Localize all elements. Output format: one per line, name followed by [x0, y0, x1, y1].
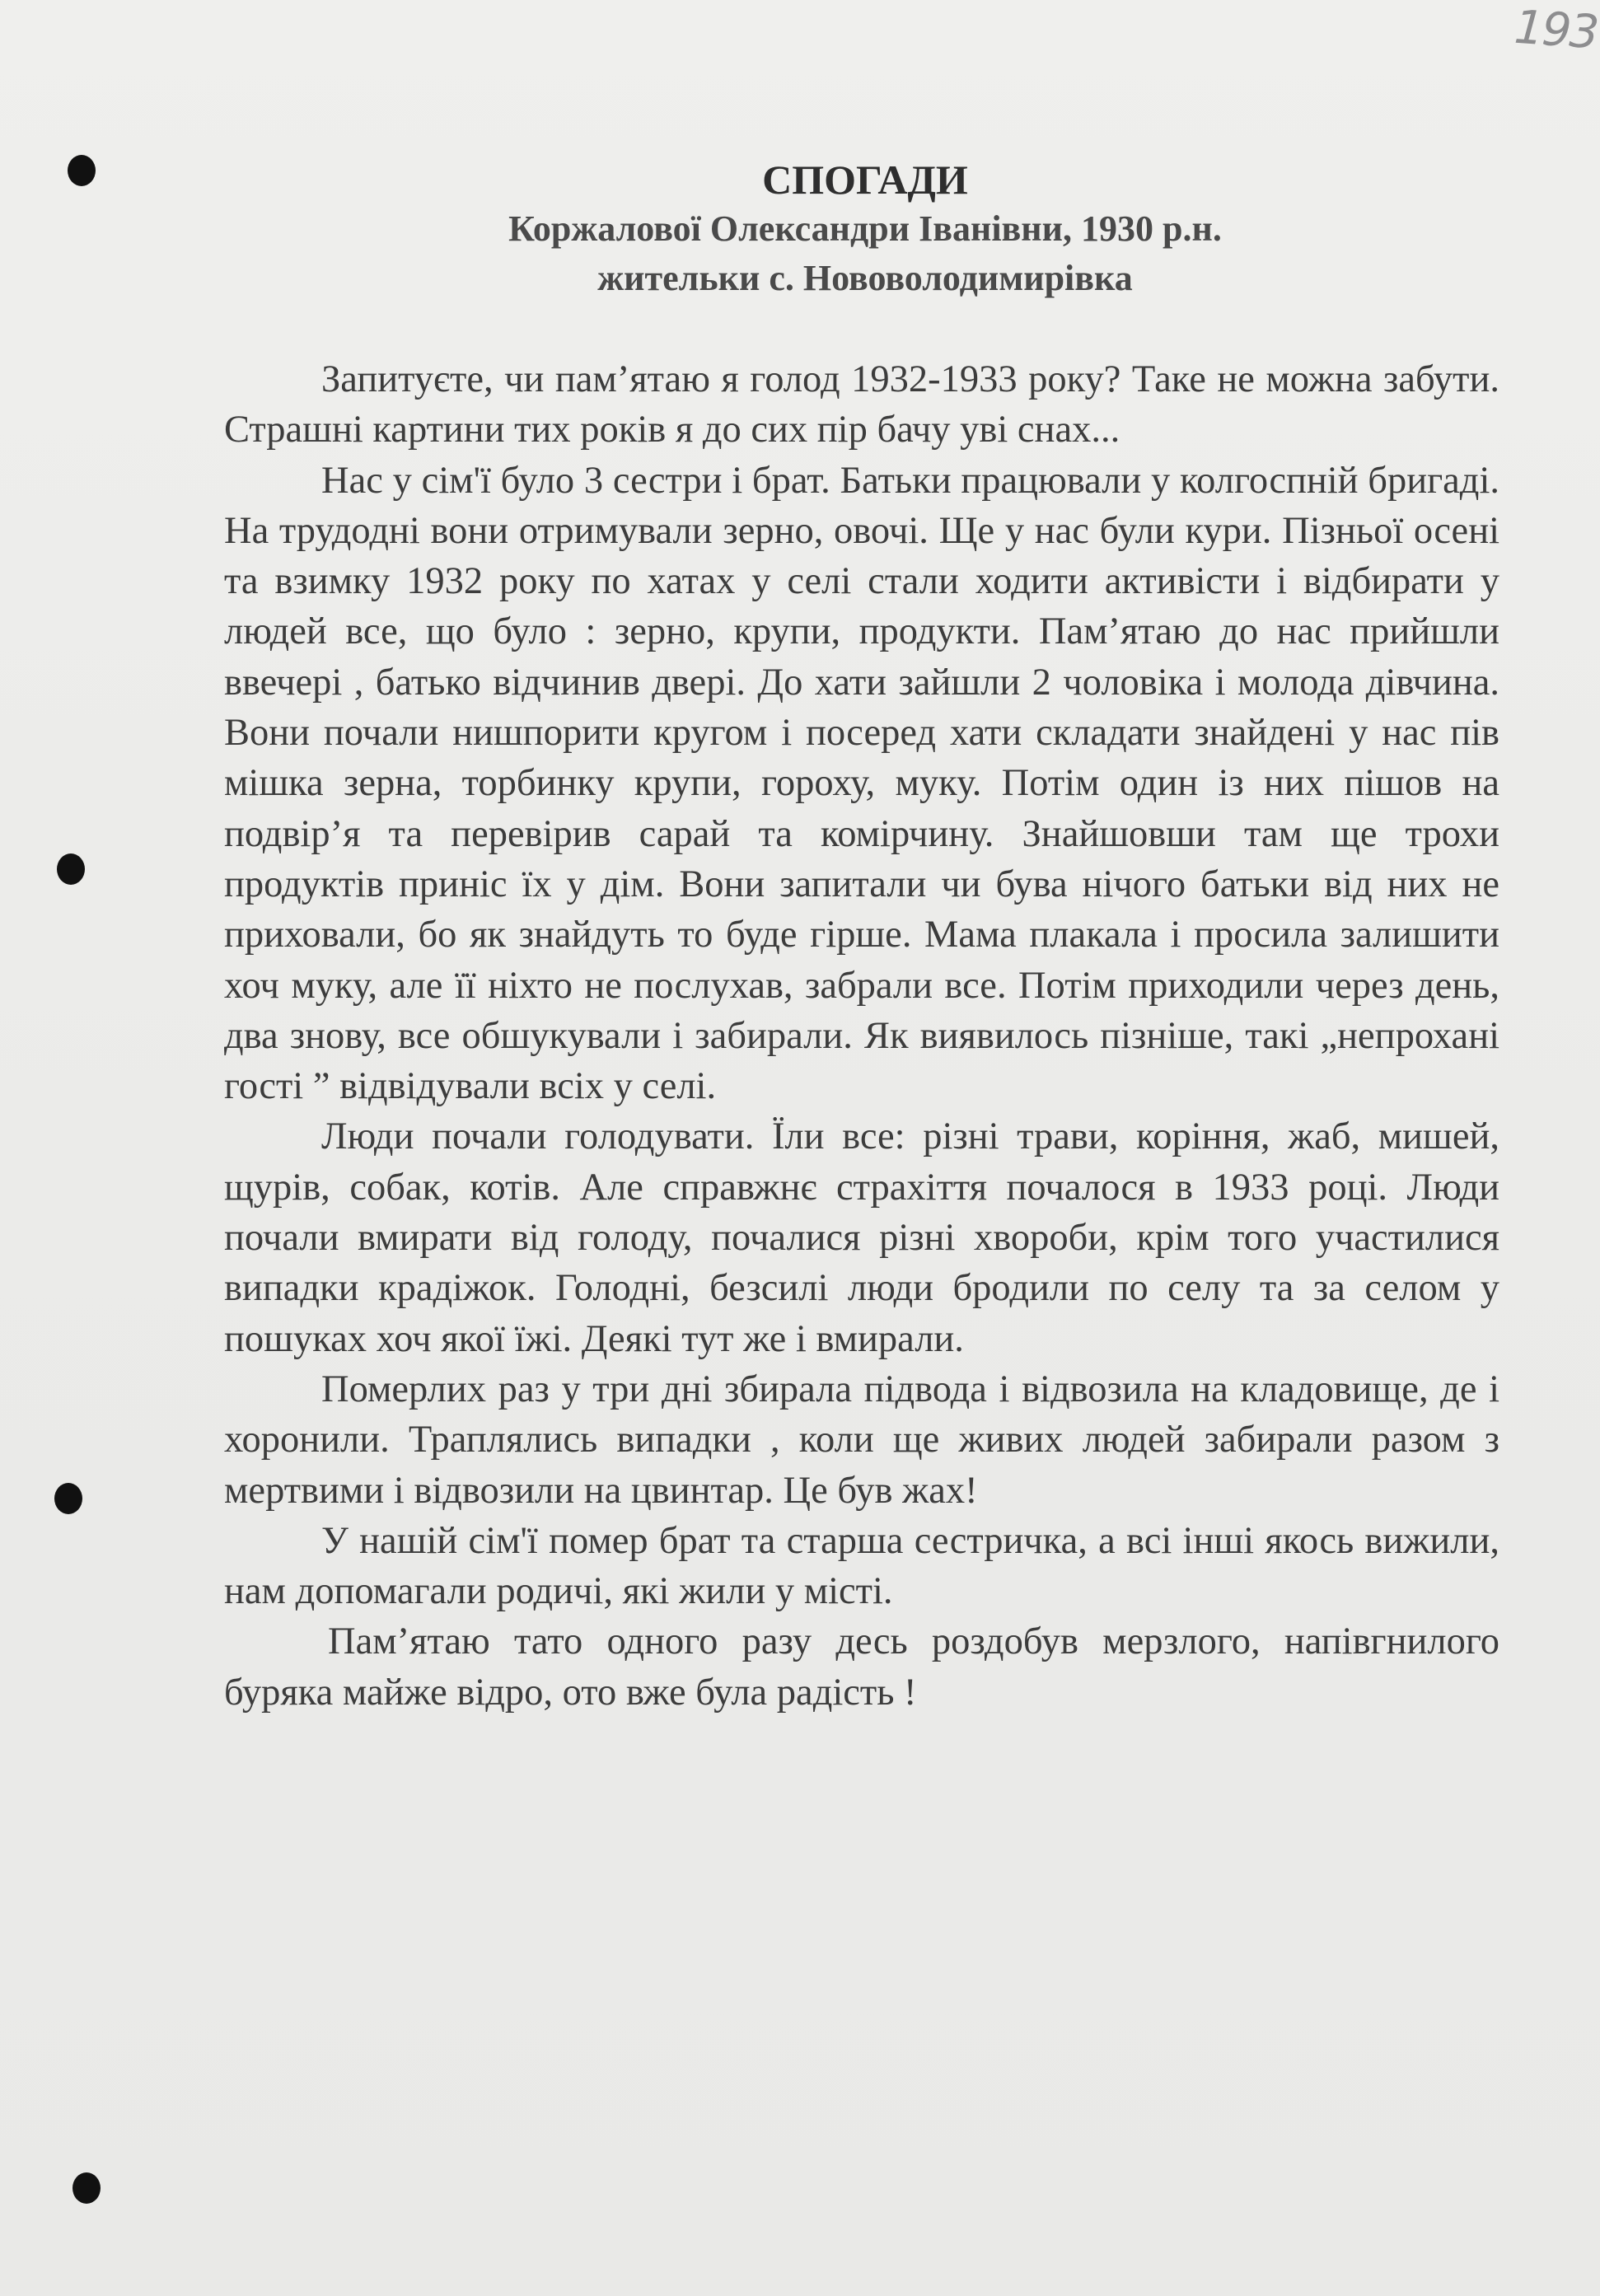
document-header: [247, 155, 1483, 303]
memoir-body: [224, 354, 1499, 1718]
punch-hole: [68, 155, 96, 186]
punch-hole: [57, 853, 85, 885]
paragraph: Запитуєте, чи пам’ятаю я голод 1932-1933 року? Таке не можна забути. Страшні картини тих років я до сих пір бачу уві снах...: [224, 358, 1499, 451]
paragraph: Нас у сім'ї було 3 сестри і брат. Батьки працювали у колгоспній бригаді. На трудодні вони отримували зерно, овочі. Ще у нас були кури. Пізньої осені та взимку 1932 року по хатах у селі стали ходити активісти і відбирати у людей все, що було : зерно, крупи, продукти. Пам’ятаю до нас прийшли ввечері , батько відчинив двері. До хати зайшли 2 чоловіка і молода дівчина. Вони почали нишпорити кругом і посеред хати складати знайдені у нас пів мішка зерна, торбинку крупи, гороху, муку. Потім один із них пішов на подвір’я та перевірив сарай та комірчину. Знайшовши там ще трохи продуктів приніс їх у дім. Вони запитали чи бува нічого батьки від них не приховали, бо як знайдуть то буде гірше. Мама плакала і просила залишити хоч муку, але її ніхто не послухав, забрали все. Потім приходили через день, два знову, все обшукували і забирали. Як виявилось пізніше, такі „непрохані гості ” відвідували всіх у селі.: [224, 459, 1499, 1108]
paragraph: Померлих раз у три дні збирала підвода і відвозила на кладовище, де і хоронили. Траплялись випадки , коли ще живих людей забирали разом з мертвими і відвозили на цвинтар. Це був жах!: [224, 1368, 1499, 1512]
paragraph: Люди почали голодувати. Їли все: різні трави, коріння, жаб, мишей, щурів, собак, котів. Але справжнє страхіття почалося в 1933 році. Люди почали вмирати від голоду, почалися різні хвороби, крім того участилися випадки крадіжок. Голодні, безсилі люди бродили по селу та за селом у пошуках хоч якої їжі. Деякі тут же і вмирали.: [224, 1115, 1499, 1360]
punch-hole: [54, 1483, 82, 1514]
punch-hole: [73, 2172, 101, 2204]
author-name: Коржалової Олександри Іванівни, 1930 р.н.: [508, 208, 1222, 249]
paragraph: У нашій сім'ї помер брат та старша сестричка, а всі інші якось вижили, нам допомагали родичі, які жили у місті.: [224, 1519, 1499, 1613]
document-title: СПОГАДИ: [762, 157, 968, 203]
paragraph: Пам’ятаю тато одного разу десь роздобув мерзлого, напівгнилого буряка майже відро, ото вже була радість !: [224, 1620, 1499, 1714]
handwritten-page-number: 193: [1512, 0, 1600, 60]
author-residence: жительки с. Нововолодимирівка: [597, 258, 1133, 298]
